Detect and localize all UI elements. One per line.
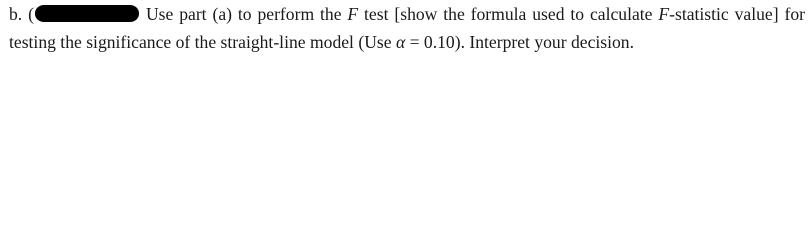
- redaction-mark: [35, 5, 139, 22]
- f-variable: F: [347, 4, 359, 24]
- question-text-4: = 0.10). Interpret your decision.: [405, 32, 635, 52]
- open-paren: (: [28, 4, 34, 24]
- alpha-symbol: α: [395, 32, 406, 52]
- f-variable-2: F: [658, 4, 670, 24]
- question-text-1: Use part (a) to perform the: [145, 4, 348, 24]
- question-part-b: [9, 0, 805, 56]
- question-text-3: -statistic value] for testing the significance of the straight-line model (Use: [9, 4, 805, 52]
- question-text-2: test [show the formula used to calculate: [358, 4, 659, 24]
- question-label: b.: [9, 4, 23, 24]
